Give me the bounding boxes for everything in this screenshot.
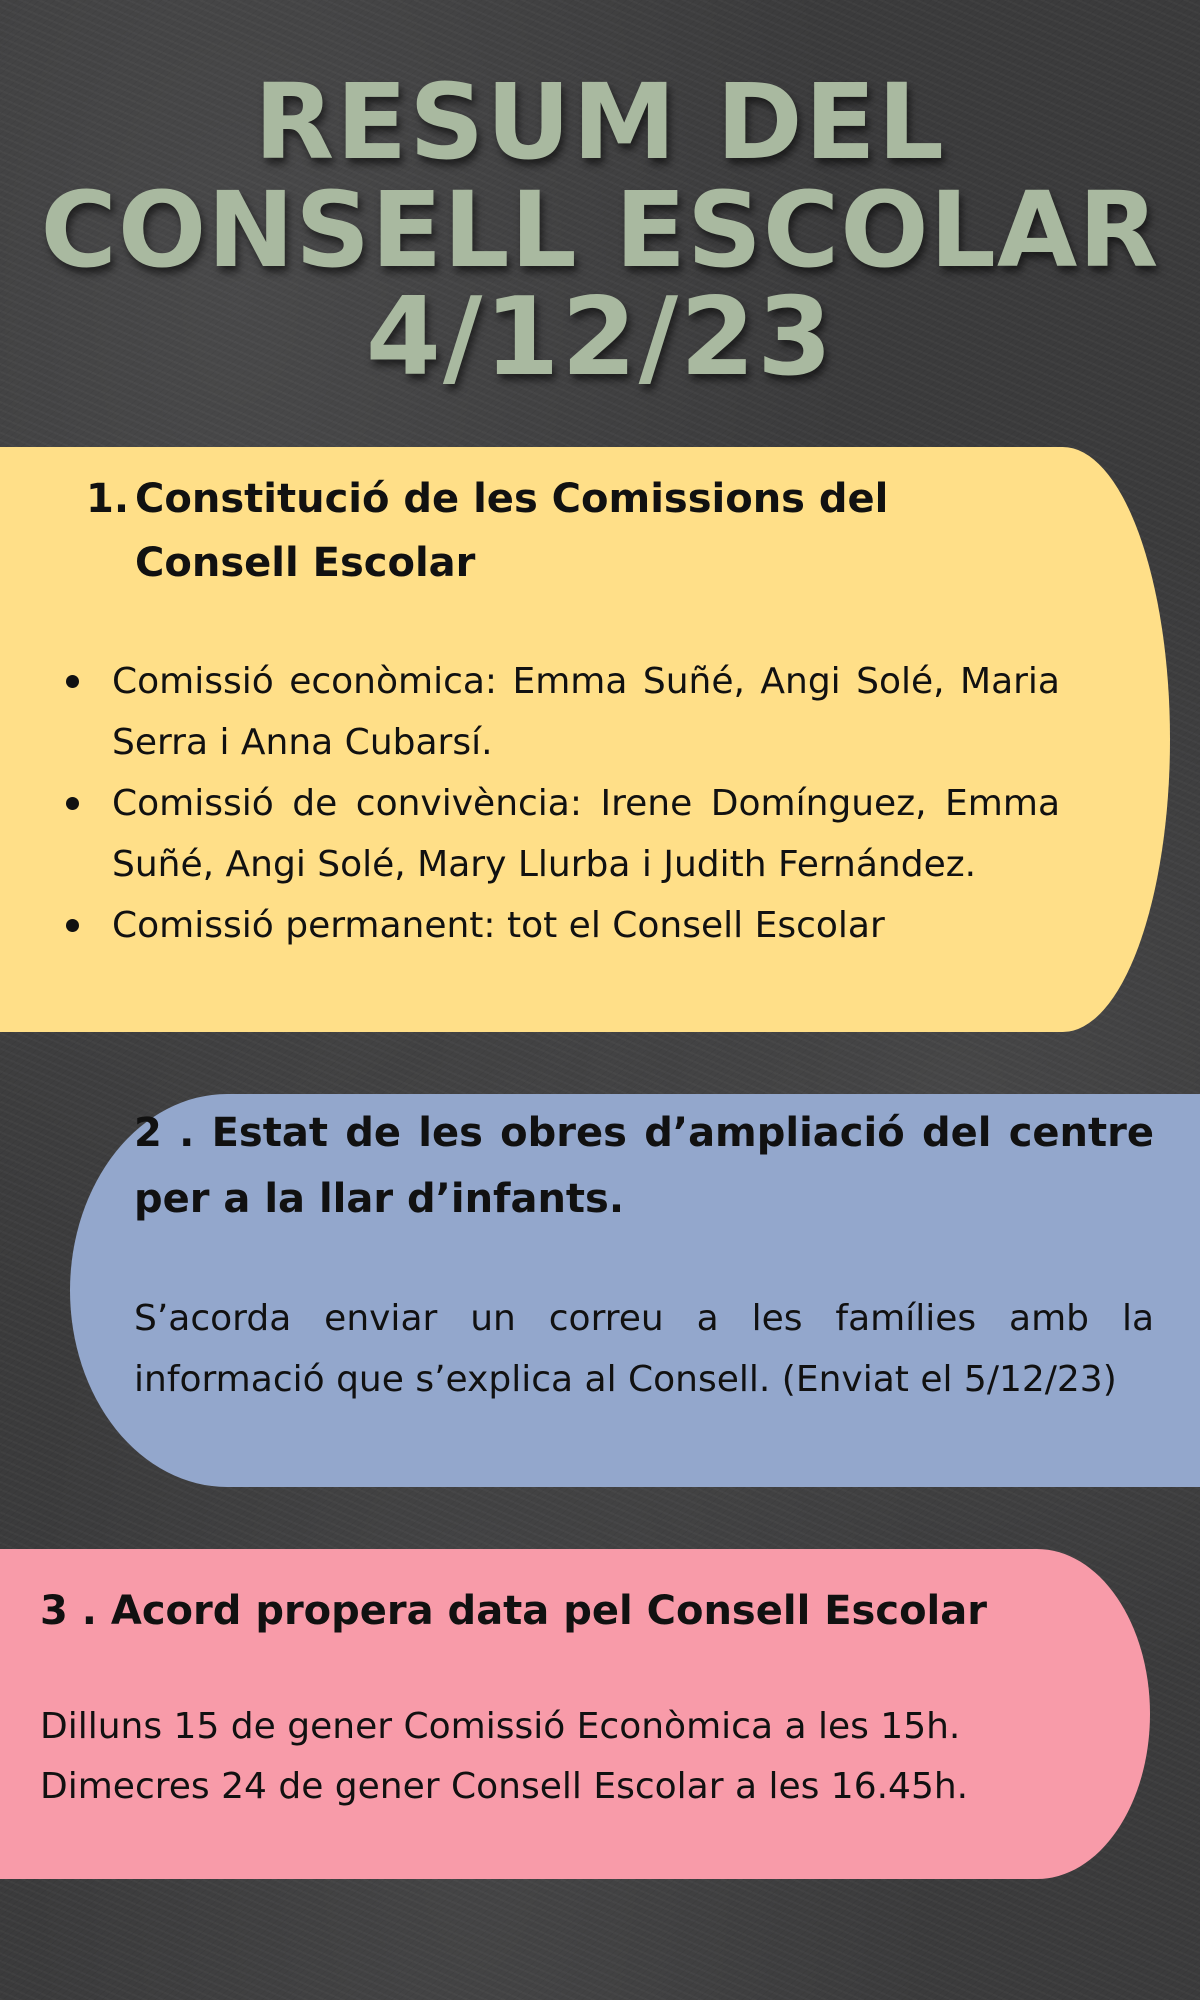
section-next-meeting	[0, 1549, 1150, 1879]
section-works-body: S’acorda enviar un correu a les famílies amb la informació que s’explica al Consell. (Enviat el 5/12/23)	[134, 1298, 1154, 1400]
bullet-icon	[66, 675, 79, 688]
list-item-economic-commission	[58, 651, 1060, 773]
list-item-text: Comissió econòmica: Emma Suñé, Angi Solé, Maria Serra i Anna Cubarsí.	[112, 661, 1060, 763]
section-works	[70, 1094, 1200, 1487]
list-item-coexistence-commission	[58, 773, 1060, 895]
section-number: 1.	[86, 476, 130, 522]
meeting-date-line: Dilluns 15 de gener Comissió Econòmica a les 15h.	[40, 1706, 961, 1747]
meeting-date-line: Dimecres 24 de gener Consell Escolar a les 16.45h.	[40, 1766, 969, 1807]
commissions-list	[58, 651, 1060, 956]
title-line-1: RESUM DEL	[254, 61, 946, 183]
section-next-meeting-heading: 3 . Acord propera data pel Consell Escolar	[40, 1588, 987, 1634]
title-line-2: CONSELL ESCOLAR	[40, 169, 1160, 291]
list-item-text: Comissió de convivència: Irene Domínguez, Emma Suñé, Angi Solé, Mary Llurba i Judith Fernández.	[112, 783, 1060, 885]
meeting-dates	[40, 1697, 1090, 1817]
bullet-icon	[66, 919, 79, 932]
section-commissions	[0, 447, 1170, 1032]
section-heading-text: Constitució de les Comissions del Consell Escolar	[135, 476, 889, 586]
bullet-icon	[66, 797, 79, 810]
list-item-text: Comissió permanent: tot el Consell Escolar	[112, 905, 885, 946]
section-works-heading: 2 . Estat de les obres d’ampliació del centre per a la llar d’infants.	[134, 1110, 1154, 1222]
list-item-permanent-commission	[58, 895, 1060, 956]
page-title	[0, 61, 1200, 400]
title-date: 4/12/23	[365, 275, 835, 400]
section-commissions-heading	[58, 467, 1060, 595]
